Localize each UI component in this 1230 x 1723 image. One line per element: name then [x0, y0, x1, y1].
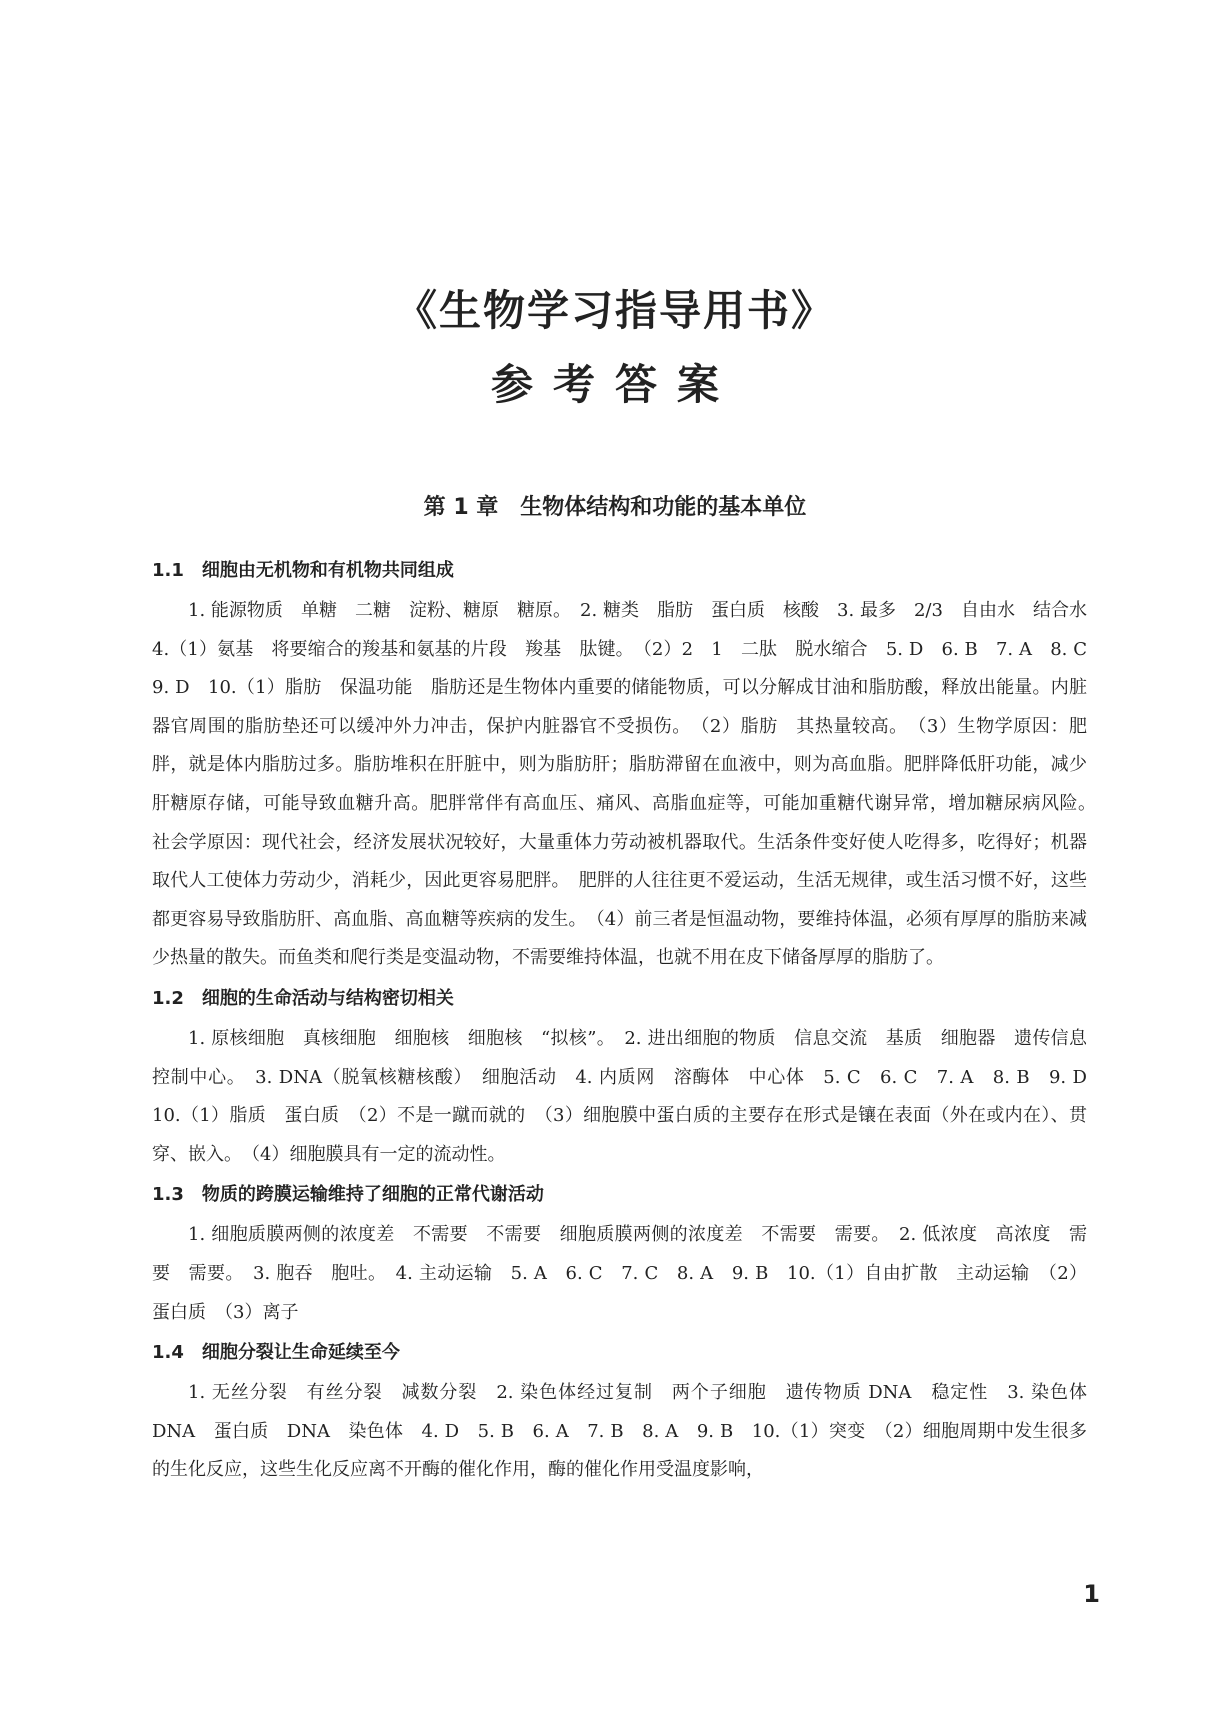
section-answers: 1. 能源物质 单糖 二糖 淀粉、糖原 糖原。 2. 糖类 脂肪 蛋白质 核酸 3. 最多 2/3 自由水 结合水 4.（1）氨基 将要缩合的羧基和氨基的片段 羧基 肽键。 （2）2 1 二肽 脱水缩合 5. D 6. B 7. A 8. C 9. D 10.（1）脂肪 保温功能 脂肪还是生物体内重要的储能物质，可以分解成甘油和脂肪酸，释放出能量。内脏器官周围的脂肪垫还可以缓冲外力冲击，保护内脏器官不受损伤。 （2）脂肪 其热量较高。 （3）生物学原因：肥胖，就是体内脂肪过多。脂肪堆积在肝脏中，则为脂肪肝；脂肪滞留在血液中，则为高血脂。肥胖降低肝功能，减少肝糖原存储，可能导致血糖升高。肥胖常伴有高血压、痛风、高脂血症等，可能加重糖代谢异常，增加糖尿病风险。 社会学原因：现代社会，经济发展状况较好，大量重体力劳动被机器取代。生活条件变好使人吃得多，吃得好；机器取代人工使体力劳动少，消耗少，因此更容易肥胖。 肥胖的人往往更不爱运动，生活无规律，或生活习惯不好，这些都更容易导致脂肪肝、高血脂、高血糖等疾病的发生。 （4）前三者是恒温动物，要维持体温，必须有厚厚的脂肪来减少热量的散失。而鱼类和爬行类是变温动物，不需要维持体温，也就不用在皮下储备厚厚的脂肪了。: [152, 600, 1105, 969]
section-heading: 1.1 细胞由无机物和有机物共同组成: [152, 560, 454, 581]
section-answers: 1. 原核细胞 真核细胞 细胞核 细胞核 “拟核”。 2. 进出细胞的物质 信息交流 基质 细胞器 遗传信息 控制中心。 3. DNA（脱氧核糖核酸） 细胞活动 4. 内质网 溶酶体 中心体 5. C 6. C 7. A 8. B 9. D 10.（1）脂质 蛋白质 （2）不是一蹴而就的 （3）细胞膜中蛋白质的主要存在形式是镶在表面（外在或内在）、贯穿、嵌入。 （4）细胞膜具有一定的流动性。: [152, 1027, 1105, 1165]
section-heading: 1.3 物质的跨膜运输维持了细胞的正常代谢活动: [152, 1184, 544, 1206]
section-heading: 1.2 细胞的生命活动与结构密切相关: [152, 987, 454, 1009]
section-answers: 1. 无丝分裂 有丝分裂 减数分裂 2. 染色体经过复制 两个子细胞 遗传物质 DNA 稳定性 3. 染色体 DNA 蛋白质 DNA 染色体 4. D 5. B 6. A 7. B 8. A 9. B 10.（1）突变 （2）细胞周期中发生很多的生化反应，这些生化反应离不开酶的催化作用，酶的催化作用受温度影响，: [152, 1382, 1105, 1481]
document-title: 参考答案: [490, 360, 739, 409]
answer-body: [152, 550, 1105, 1490]
page-number: 1: [1083, 1580, 1100, 1608]
chapter-title: 第 1 章 生物体结构和功能的基本单位: [423, 495, 807, 520]
book-title: 《生物学习指导用书》: [394, 286, 835, 335]
section-answers: 1. 细胞质膜两侧的浓度差 不需要 不需要 细胞质膜两侧的浓度差 不需要 需要。 2. 低浓度 高浓度 需要 需要。 3. 胞吞 胞吐。 4. 主动运输 5. A 6. C 7. C 8. A 9. B 10.（1）自由扩散 主动运输 （2）蛋白质 （3）离子: [152, 1224, 1087, 1323]
section-heading: 1.4 细胞分裂让生命延续至今: [152, 1342, 400, 1364]
